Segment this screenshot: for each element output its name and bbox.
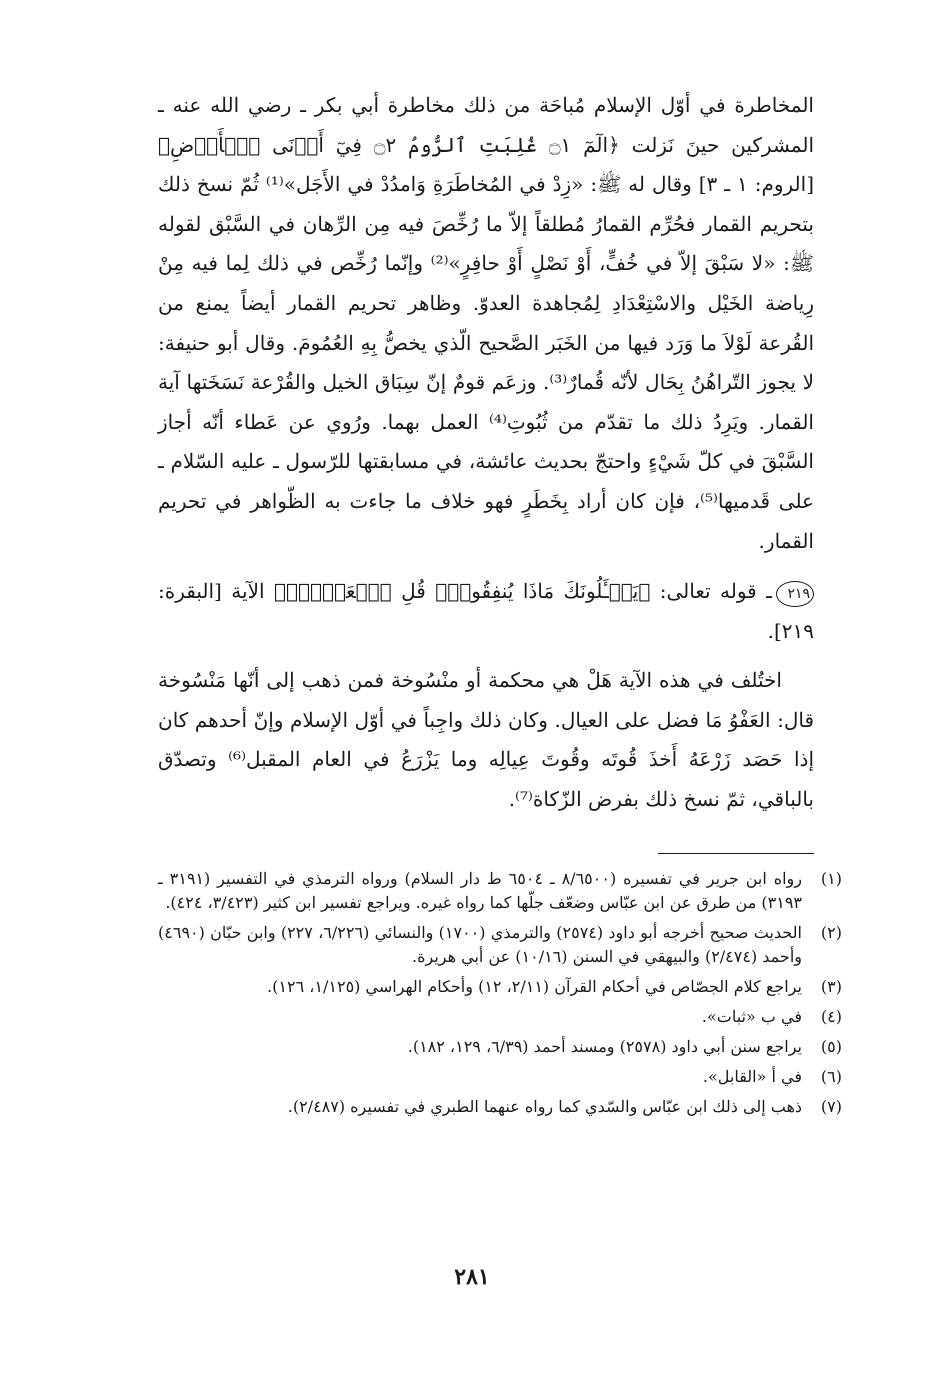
footnote-text: رواه ابن جرير في تفسيره (٨/٦٥٠٠ ـ ٦٥٠٤ ط دار السلام) ورواه الترمذي في التفسير (٣١٩١ ـ ٣١٩٣) من طرق عن ابن عبّاس وضعّف جلّها كما رواه غيره. ويراجع تفسير ابن كثير (٣/٤٢٣، ٤٢٤). <box>158 869 803 912</box>
footnote-number: (٢) <box>820 923 842 942</box>
footnote-text: في ب «ثبات». <box>701 1007 802 1026</box>
footnote-item <box>158 867 842 915</box>
footnote-item <box>158 1065 842 1089</box>
footnote-text: يراجع سنن أبي داود (٢٥٧٨) ومسند أحمد (٦/٣٩، ١٢٩، ١٨٢). <box>407 1037 802 1056</box>
footnote-number: (٧) <box>820 1097 842 1116</box>
footnote-text: في أ «القابل». <box>702 1067 802 1086</box>
footnote-number: (٦) <box>820 1067 842 1086</box>
footnote-text: يراجع كلام الجصّاص في أحكام القرآن (٢/١١، ١٢) وأحكام الهراسي (١/١٢٥، ١٢٦). <box>267 977 802 996</box>
verse-heading-text: ـ قوله تعالى: ﴿يَسۡـَٔلُونَكَ مَاذَا يُنفِقُونَۖ قُلِ ٱلۡعَفۡوَۗ﴾ الآية [البقرة: ٢١٩]. <box>158 579 814 644</box>
footnote-text: ذهب إلى ذلك ابن عبّاس والسّدي كما رواه عنهما الطبري في تفسيره (٢/٤٨٧). <box>287 1097 802 1116</box>
footnote-item <box>158 1035 842 1059</box>
paragraph-1: المخاطرة في أوّل الإسلام مُباحَة من ذلك مخاطرة أبي بكر ـ رضي الله عنه ـ المشركين حينَ نَزلت ﴿الٓمٓ ۝١ غُلِبَتِ ٱلرُّومُ ۝٢ فِيٓ أَدۡنَى ٱلۡأَرۡضِ﴾ [الروم: ١ ـ ٣] وقال له ﷺ: «زِدْ في المُخاطَرَةِ وَامدُدْ في الأَجَل»⁽¹⁾ ثُمّ نسخ ذلك بتحريم القمار فحُرِّم القمارُ مُطلقاً إلاّ ما رُخِّصَ فيه مِن الرِّهان في السَّبْق لقوله ﷺ: «لا سَبْقَ إلاّ في خُفٍّ، أَوْ نَصْلٍ أَوْ حافِرٍ»⁽²⁾ وإنّما رُخِّص في ذلك لِما فيه مِنْ رِياضة الخَيْل والاسْتِعْدَادِ لِمُجاهدة العدوّ. وظاهر تحريم القمار أيضاً يمنع من القُرعة لَوْلاَ ما وَرَد فيها من الخَبَر الصَّحيح الّذي يخصُّ بِهِ العُمُومَ. وقال أبو حنيفة: لا يجوز التّراهُنُ بِحَال لأنّه قُمارٌ⁽³⁾. وزعَم قومٌ إنّ سِبَاق الخيل والقُرْعة نَسَخَتها آية القمار. ويَرِدُ ذلك ما تقدّم من ثُبُوتِ⁽⁴⁾ العمل بهما. ورُوي عن عَطاء أنّه أجاز السَّبْقَ في كلّ شَيْءٍ واحتجّ بحديث عائشة، في مسابقتها للرّسول ـ عليه السّلام ـ على قَدميها⁽⁵⁾، فإن كان أراد بِخَطَرٍ فهو خلاف ما جاءت به الظّواهر في تحريم القمار. <box>158 93 815 553</box>
footnote-number: (١) <box>820 869 842 888</box>
verse-number-medallion: ٢١٩ <box>776 581 814 607</box>
page-number: ٢٨١ <box>454 1264 490 1290</box>
footnote-item <box>158 1095 842 1119</box>
verse-heading <box>158 571 814 651</box>
footnote-number: (٣) <box>820 977 842 996</box>
footnote-separator <box>658 853 814 854</box>
footnote-number: (٤) <box>820 1007 842 1026</box>
main-text <box>158 86 814 820</box>
footnote-text: الحديث صحيح أخرجه أبو داود (٢٥٧٤) والترمذي (١٧٠٠) والنسائي (٦/٢٢٦، ٢٢٧) وابن حبّان (٤٦٩٠) وأحمد (٢/٤٧٤) والبيهقي في السنن (١٠/١٦) عن أبي هريرة. <box>158 923 802 966</box>
footnote-item <box>158 1005 842 1029</box>
footnote-number: (٥) <box>820 1037 842 1056</box>
footnote-item <box>158 921 842 969</box>
paragraph-2: اختُلف في هذه الآية هَلْ هي محكمة أو منْسُوخة فمن ذهب إلى أنّها مَنْسُوخة قال: العَفْوُ مَا فضل على العيال. وكان ذلك واجِباً في أوّل الإسلام وإنّ أحدهم كان إذا حَصَد زَرْعَهُ أَخذَ قُوتَه وقُوتَ عِيالِه وما يَزْرَعُ في العام المقبل⁽⁶⁾ وتصدّق بالباقي، ثمّ نسخ ذلك بفرض الزّكاة⁽⁷⁾. <box>158 668 814 811</box>
footnote-item <box>158 975 842 999</box>
footnotes-list <box>158 867 842 1125</box>
